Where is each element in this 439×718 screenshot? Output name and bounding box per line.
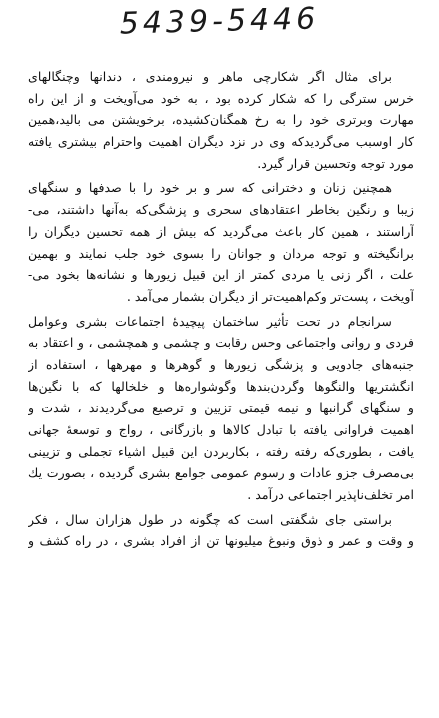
text-line: خرس سترگی را که شکار کرده بود ، به خود می‌آویخت و از این راه: [28, 90, 414, 106]
paragraph: [28, 311, 414, 506]
body-text: [28, 66, 414, 552]
handwritten-reference-number: 5439-5446: [119, 1, 320, 42]
text-line: براستی جای شگفتی است که چگونه در طول هزاران سال ، فکر: [28, 511, 392, 527]
paragraph: [28, 509, 414, 552]
paragraph: [28, 66, 414, 174]
text-line: یافت ، بطوری‌که رفته رفته ، بکاربردن این قبیل اشیاء تجملی و تزیینی: [28, 443, 414, 459]
text-line: انگشتریها والنگوها وگردن‌بندها وگوشواره‌ها و خلخالها که با نگین‌ها: [28, 378, 414, 394]
text-line: زیبا و رنگین بخاطر اعتقادهای سحری و پزشگی‌که به‌آنها داشتند، می-: [28, 202, 414, 218]
text-line: بی‌مصرف جزو عادات و رسوم عمومی جوامع بشری گردیده ، بصورت یك: [28, 465, 414, 481]
text-line: سرانجام در تحت تأثیر ساختمان پیچیدهٔ اجتماعات بشری وعوامل: [28, 313, 392, 329]
text-line: علت ، اگر زنی یا مردی کمتر از این قبیل زیورها و نشانه‌ها بخود می-: [28, 267, 414, 283]
text-line: کار اوسبب می‌گردیدکه وی در نزد دیگران اهمیت واحترام بیشتری یافته: [28, 134, 414, 150]
text-line: مورد توجه وتحسین قرار گیرد.: [257, 155, 414, 171]
text-line: امر تخلف‌ناپذیر اجتماعی درآمد .: [247, 487, 414, 503]
text-line: آراستند ، همین کار باعث می‌گردید که بیش از همه تحسین دیگران را: [28, 223, 414, 239]
paragraph: [28, 177, 414, 307]
text-line: و سنگهای گرانبها و نیمه قیمتی تزیین و ترصیع می‌گردیدند ، شدت و: [28, 400, 414, 416]
text-line: همچنین زنان و دخترانی که سر و بر خود را با صدفها و سنگهای: [28, 180, 392, 196]
text-line: جنبه‌های جادویی و پزشگی زیورها و گوهرها و مهرهها ، استفاده از: [28, 356, 414, 372]
text-line: و وقت و عمر و ذوق ونبوغ میلیونها تن از افراد بشری ، در راه کشف و: [28, 533, 414, 549]
text-line: برای مثال اگر شکارچی ماهر و نیرومندی ، دندانها وچنگالهای: [28, 69, 392, 84]
text-line: مهارت وبرتری خود را به رخ همگنان‌کشیده، برخویشتن می بالید،همین: [28, 112, 414, 128]
text-line: برانگیخته و توجه مردان و جوانان را بسوی خود جلب نمایند و بهمین: [28, 245, 414, 261]
text-line: فردی و روانی واجتماعی وحس رقابت و چشمی و همچشمی ، و اعتقاد به: [28, 335, 414, 351]
text-line: آویخت ، پست‌تر وکم‌اهمیت‌تر از دیگران بشمار می‌آمد .: [126, 288, 414, 304]
text-line: اهمیت فراوانی یافته با تبادل کالاها و بازرگانی ، رواج و توسعهٔ جهانی: [28, 422, 414, 437]
